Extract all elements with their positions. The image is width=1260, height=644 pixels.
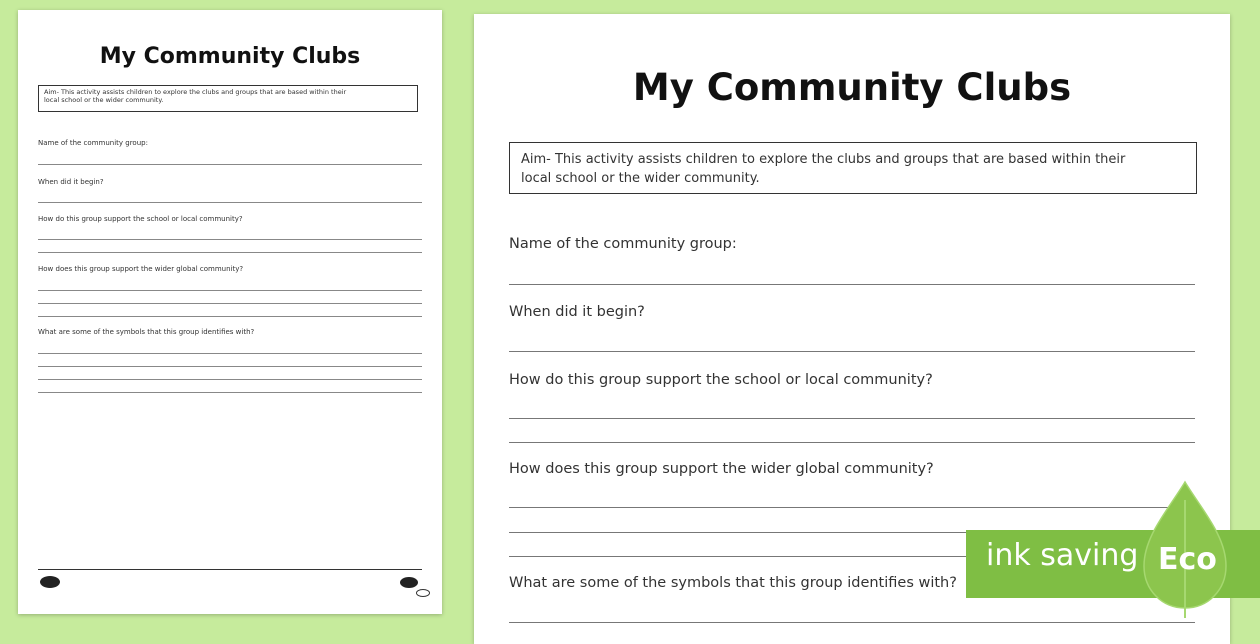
question-symbols: What are some of the symbols that this group identifies with? (509, 575, 957, 591)
thumbnail-answer-line (38, 202, 422, 203)
publisher-logo-icon (40, 576, 60, 588)
thumbnail-question: How do this group support the school or local community? (38, 215, 243, 223)
answer-line (509, 418, 1195, 419)
thumbnail-answer-line (38, 164, 422, 165)
answer-line (509, 507, 1195, 508)
thumbnail-answer-line (38, 239, 422, 240)
thumbnail-question: Name of the community group: (38, 139, 148, 147)
question-local-support: How do this group support the school or local community? (509, 372, 933, 388)
thumbnail-answer-line (38, 353, 422, 354)
question-group-name: Name of the community group: (509, 236, 737, 252)
question-start-date: When did it begin? (509, 304, 645, 320)
aim-line1: Aim- This activity assists children to explore the clubs and groups that are based within their (521, 152, 1126, 167)
corner-leaf-icon (416, 589, 430, 597)
thumbnail-aim-line2: local school or the wider community. (44, 96, 164, 104)
thumbnail-footer-rule (38, 569, 422, 570)
thumbnail-aim-box (38, 85, 418, 112)
question-global-support: How does this group support the wider global community? (509, 461, 934, 477)
eco-label: Eco (1158, 542, 1217, 577)
answer-line (509, 442, 1195, 443)
aim-box (509, 142, 1197, 194)
worksheet-title: My Community Clubs (632, 66, 1072, 109)
thumbnail-title: My Community Clubs (99, 44, 361, 69)
thumbnail-answer-line (38, 303, 422, 304)
thumbnail-answer-line (38, 366, 422, 367)
answer-line (509, 284, 1195, 285)
thumbnail-answer-line (38, 379, 422, 380)
worksheet-thumbnail (18, 10, 442, 614)
thumbnail-answer-line (38, 252, 422, 253)
thumbnail-question: How does this group support the wider global community? (38, 265, 244, 273)
thumbnail-answer-line (38, 316, 422, 317)
answer-line (509, 351, 1195, 352)
thumbnail-aim-line1: Aim- This activity assists children to explore the clubs and groups that are based within their (44, 88, 347, 96)
ink-saving-text: ink saving (986, 538, 1139, 573)
publisher-badge-icon (400, 577, 418, 588)
thumbnail-answer-line (38, 392, 422, 393)
thumbnail-question: What are some of the symbols that this group identifies with? (38, 328, 255, 336)
aim-line2: local school or the wider community. (521, 171, 760, 186)
answer-line (509, 622, 1195, 623)
thumbnail-question: When did it begin? (38, 178, 104, 186)
thumbnail-answer-line (38, 290, 422, 291)
